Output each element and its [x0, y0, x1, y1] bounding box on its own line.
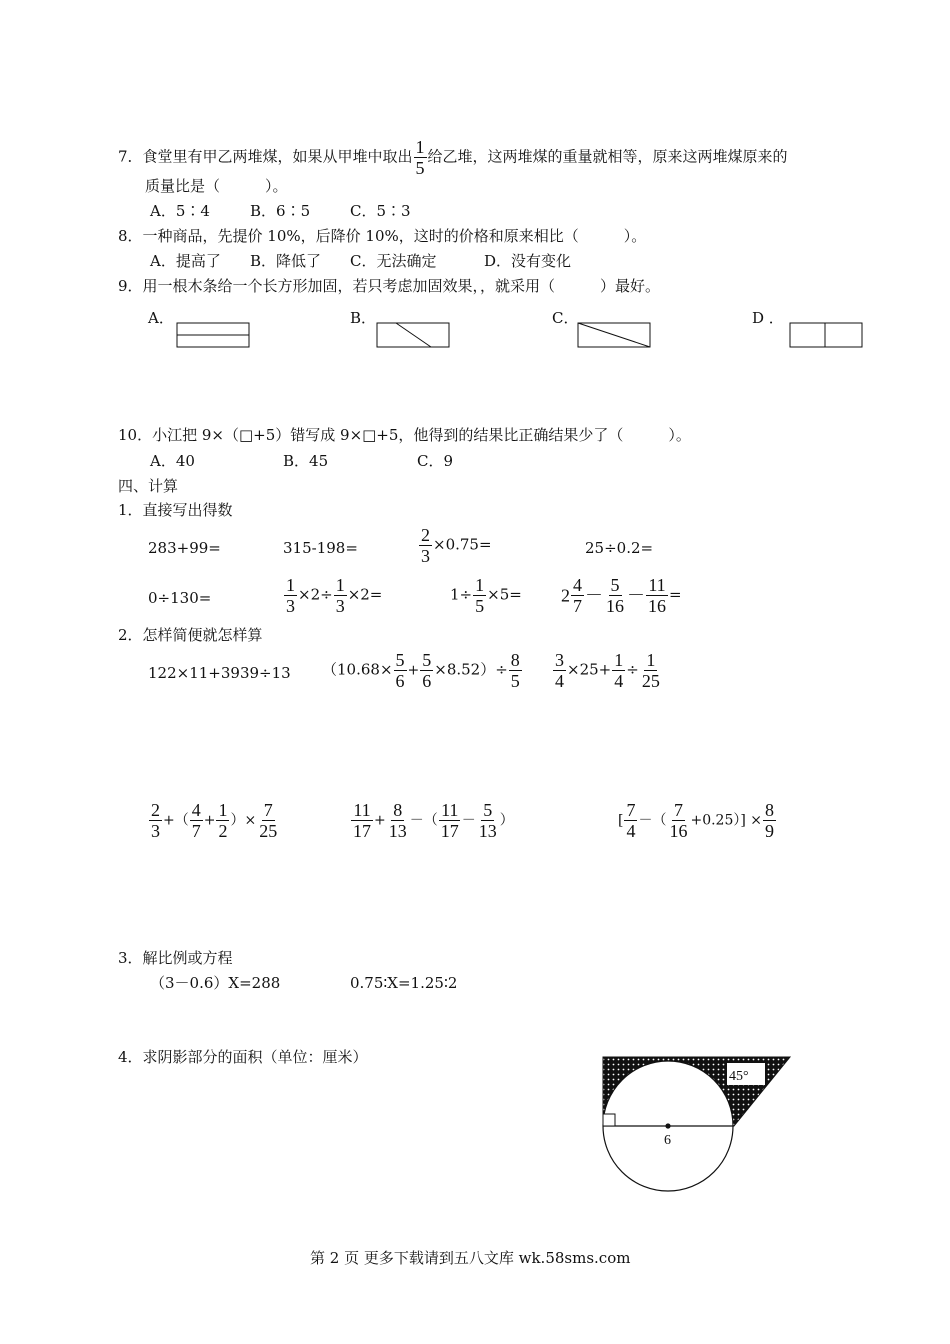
p1-r2-c: 1÷ $\frac{1}{5}$ ×5= — [450, 575, 522, 616]
q7-option-b: B．6∶5 — [250, 202, 311, 220]
q9-figure-b — [376, 322, 452, 350]
q9-option-b: B． — [350, 309, 377, 327]
p1-r1-c: $\frac{2}{3}$ ×0.75= — [421, 525, 492, 566]
q9-option-d: D ． — [752, 309, 784, 327]
q7-line1 — [118, 137, 788, 178]
p1-r2-a: 0÷130= — [148, 589, 212, 607]
p1-r1-b: 315-198= — [283, 539, 358, 557]
q9-option-c: C． — [552, 309, 579, 327]
q10-text: 10．小江把 9×（□+5）错写成 9×□+5，他得到的结果比正确结果少了（ ）。 — [118, 426, 691, 444]
q9-option-a: A． — [148, 309, 174, 327]
p3-equation-2: 0.75∶X=1.25∶2 — [350, 974, 458, 992]
q10-option-a: A．40 — [150, 452, 195, 470]
p1-r2-b: $\frac{1}{3}$ ×2÷ $\frac{1}{3}$ ×2= — [286, 575, 383, 616]
q7-line2: 质量比是（ ）。 — [145, 177, 288, 195]
q8-option-c: C．无法确定 — [350, 252, 437, 270]
p2-expr-6: [ $\frac{7}{4}$ －（ $\frac{7}{16}$ +0.25）] × $\frac{8}{9}$ — [618, 800, 775, 841]
q10-option-c: C．9 — [417, 452, 454, 470]
shaded-area-figure — [596, 1052, 796, 1194]
q8-option-a: A．提高了 — [150, 252, 221, 270]
diameter-label: 6 — [664, 1133, 671, 1148]
q8-option-d: D．没有变化 — [484, 252, 572, 270]
q7-option-a: A．5∶4 — [150, 202, 210, 220]
q8-text: 8．一种商品，先提价 10%，后降价 10%，这时的价格和原来相比（ ）。 — [118, 227, 647, 245]
q7-text-post: 给乙堆，这两堆煤的重量就相等，原来这两堆煤原来的 — [427, 147, 788, 166]
p1-r1-d: 25÷0.2= — [585, 539, 654, 557]
q9-figure-a — [176, 322, 252, 350]
p1-r2-d: 2 $\frac{4}{7}$ － $\frac{5}{16}$ － $\frac{11}{16}$ = — [561, 575, 682, 616]
p2-expr-3: $\frac{3}{4}$ ×25+ $\frac{1}{4}$ ÷ $\frac{1}{25}$ — [555, 650, 660, 691]
angle-label: 45° — [729, 1069, 749, 1084]
p2-expr-1: 122×11+3939÷13 — [148, 664, 291, 682]
p2-expr-5: $\frac{11}{17}$ + $\frac{8}{13}$ －（ $\frac{11}{17}$ － $\frac{5}{13}$ ） — [353, 800, 514, 841]
part2-title: 2．怎样简便就怎样算 — [118, 626, 263, 644]
p3-equation-1: （3－0.6）X=288 — [150, 974, 281, 992]
q9-figure-d — [789, 322, 865, 350]
section-title: 四、计算 — [118, 477, 179, 495]
p2-expr-2: （10.68× $\frac{5}{6}$ + $\frac{5}{6}$ ×8.52）÷ $\frac{8}{5}$ — [322, 650, 520, 691]
part1-title: 1．直接写出得数 — [118, 501, 233, 519]
page-footer: 第 2 页 更多下载请到五八文库 wk.58sms.com — [310, 1249, 631, 1267]
q7-option-c: C．5∶3 — [350, 202, 411, 220]
q7-text-pre: 7．食堂里有甲乙两堆煤，如果从甲堆中取出 — [118, 147, 413, 166]
q10-option-b: B．45 — [283, 452, 329, 470]
q8-option-b: B．降低了 — [250, 252, 322, 270]
part4-title: 4．求阴影部分的面积（单位：厘米） — [118, 1048, 368, 1066]
q7-fraction: $\frac{1}{5}$ — [415, 137, 425, 178]
p2-expr-4: $\frac{2}{3}$ +（ $\frac{4}{7}$ + $\frac{1}{2}$ ）× $\frac{7}{25}$ — [151, 800, 278, 841]
q9-figure-c — [577, 322, 653, 350]
part3-title: 3．解比例或方程 — [118, 949, 233, 967]
q9-text: 9．用一根木条给一个长方形加固，若只考虑加固效果，，就采用（ ）最好。 — [118, 277, 661, 295]
p1-r1-a: 283+99= — [148, 539, 221, 557]
